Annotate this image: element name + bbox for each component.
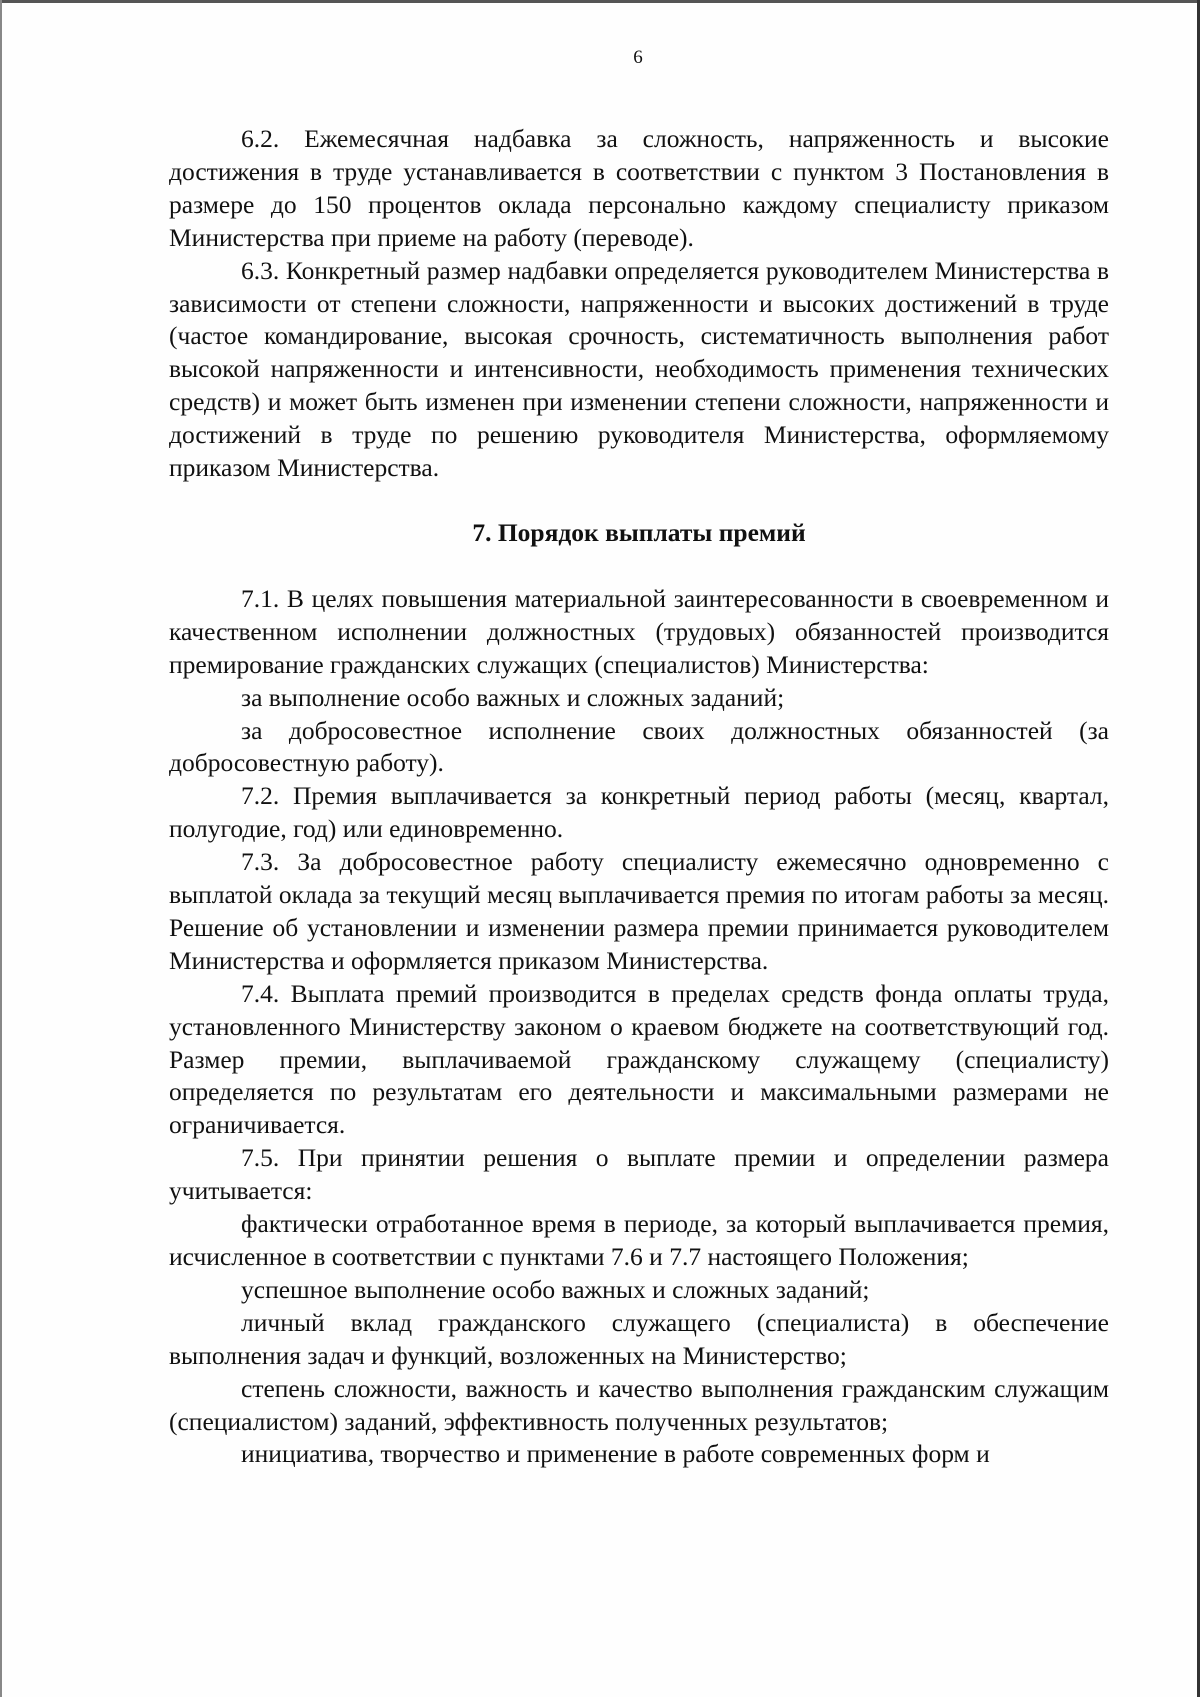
list-item-conscientious-work: за добросовестное исполнение своих должностных обязанностей (за добросовестную работу). — [169, 715, 1109, 778]
scan-edge-top — [0, 0, 1200, 3]
paragraph-7-5: 7.5. При принятии решения о выплате премии и определении размера учитывается: — [169, 1143, 1109, 1206]
list-item-complexity: степень сложности, важность и качество выполнения гражданским служащим (специалистом) заданий, эффективность полученных результатов; — [169, 1373, 1109, 1436]
list-item-personal-contribution: личный вклад гражданского служащего (специалиста) в обеспечение выполнения задач и функций, возложенных на Министерство; — [169, 1307, 1109, 1370]
scan-edge-left — [0, 0, 2, 1697]
list-item-important-tasks: за выполнение особо важных и сложных заданий; — [241, 682, 785, 712]
paragraph-6-2: 6.2. Ежемесячная надбавка за сложность, напряженность и высокие достижения в труде устанавливается в соответствии с пунктом 3 Постановления в размере до 150 процентов оклада персонально каждому специалисту приказом Министерства при приеме на работу (переводе). — [169, 124, 1109, 252]
section-heading: 7. Порядок выплаты премий — [472, 517, 806, 547]
paragraph-7-3: 7.3. За добросовестное работу специалисту ежемесячно одновременно с выплатой оклада за текущий месяц выплачивается премия по итогам работы за месяц. Решение об установлении и изменении размера премии принимается руководителем Министерства и оформляется приказом Министерства. — [169, 847, 1109, 975]
document-body — [169, 123, 1109, 1471]
paragraph-7-2: 7.2. Премия выплачивается за конкретный период работы (месяц, квартал, полугодие, год) или единовременно. — [169, 781, 1109, 844]
list-item-initiative: инициатива, творчество и применение в работе современных форм и — [241, 1439, 990, 1469]
list-item-worked-time: фактически отработанное время в периоде, за который выплачивается премия, исчисленное в соответствии с пунктами 7.6 и 7.7 настоящего Положения; — [169, 1209, 1109, 1271]
paragraph-6-3: 6.3. Конкретный размер надбавки определяется руководителем Министерства в зависимости от степени сложности, напряженности и высоких достижений в труде (частое командирование, высокая срочность, систематичность выполнения работ высокой напряженности и интенсивности, необходимость применения технических средств) и может быть изменен при изменении степени сложности, напряженности и достижений в труде по решению руководителя Министерства, оформляемому приказом Министерства. — [169, 255, 1109, 483]
paragraph-7-1: 7.1. В целях повышения материальной заинтересованности в своевременном и качественном исполнении должностных (трудовых) обязанностей производится премирование гражданских служащих (специалистов) Министерства: — [169, 583, 1109, 679]
paragraph-7-4: 7.4. Выплата премий производится в пределах средств фонда оплаты труда, установленного Министерству законом о краевом бюджете на соответствующий год. Размер премии, выплачиваемой гражданскому служащему (специалисту) определяется по результатам его деятельности и максимальными размерами не ограничивается. — [169, 978, 1109, 1140]
page-number: 6 — [633, 47, 643, 68]
list-item-successful-tasks: успешное выполнение особо важных и сложных заданий; — [241, 1274, 870, 1304]
